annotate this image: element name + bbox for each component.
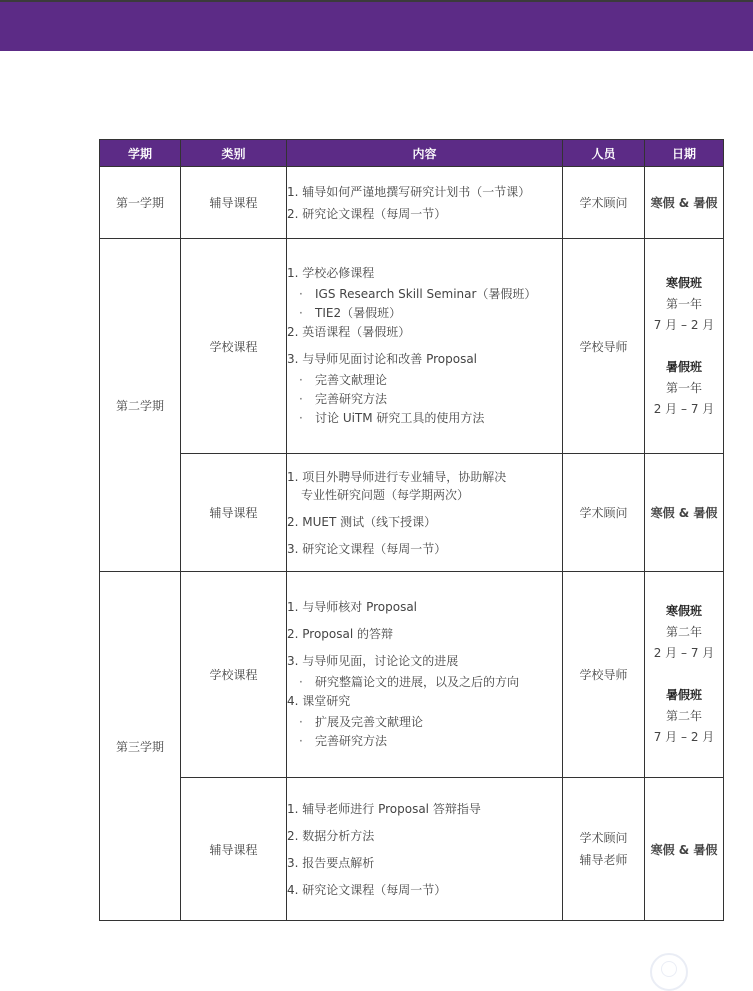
bullet-icon: · [299, 373, 303, 387]
content-item-line: 专业性研究问题（每学期两次） [301, 487, 470, 502]
content-item-line: 1. 项目外聘导师进行专业辅导，协助解决 [287, 469, 507, 484]
sub-item-text: 研究整篇论文的进展，以及之后的方向 [315, 675, 520, 689]
bullet-icon: · [299, 306, 303, 320]
term-cell: 第二学期 [100, 239, 181, 572]
date-cell [645, 239, 724, 454]
header-content: 内容 [287, 140, 563, 167]
bullet-icon: · [299, 392, 303, 406]
date-cell: 寒假 & 暑假 [645, 167, 724, 239]
content-item: 3. 报告要点解析 [287, 855, 375, 870]
sub-list [287, 673, 562, 692]
staff-name: 学术顾问 [579, 831, 628, 845]
content-item: 2. 英语课程（暑假班） [287, 325, 411, 339]
content-item: 1. 学校必修课程 [287, 266, 375, 280]
staff-cell: 学术顾问 [563, 167, 645, 239]
sub-list [287, 285, 562, 323]
header-banner [0, 2, 753, 51]
date-year: 第二年 [665, 625, 702, 639]
header-date: 日期 [645, 140, 724, 167]
table-row [100, 167, 724, 239]
content-item: 2. MUET 测试（线下授课） [287, 514, 437, 529]
content-item: 1. 辅导如何严谨地撰写研究计划书（一节课） [287, 184, 531, 199]
sub-list [287, 371, 562, 428]
sub-item [299, 673, 562, 692]
term-cell: 第一学期 [100, 167, 181, 239]
date-cell: 寒假 & 暑假 [645, 454, 724, 572]
sub-item-text: 完善研究方法 [315, 392, 388, 406]
category-cell: 辅导课程 [181, 454, 287, 572]
bullet-icon: · [299, 287, 303, 301]
date-title: 暑假班 [665, 688, 702, 702]
sub-item-text: 完善研究方法 [315, 734, 388, 748]
content-item: 4. 课堂研究 [287, 694, 351, 708]
sub-item [299, 409, 562, 428]
date-range: 7 月 – 2 月 [653, 317, 715, 332]
date-year: 第一年 [665, 296, 702, 311]
bullet-icon: · [299, 734, 303, 748]
schedule-table [99, 139, 724, 921]
date-range: 2 月 – 7 月 [653, 646, 715, 660]
category-cell: 辅导课程 [181, 167, 287, 239]
staff-cell: 学校导师 [563, 239, 645, 454]
date-title: 寒假班 [665, 604, 702, 618]
date-year: 第一年 [665, 380, 702, 395]
content-item: 1. 与导师核对 Proposal [287, 600, 418, 614]
sub-item-text: 讨论 UiTM 研究工具的使用方法 [315, 411, 485, 425]
header-term: 学期 [100, 140, 181, 167]
sub-item-text: 完善文献理论 [315, 373, 388, 387]
content-item: 2. 研究论文课程（每周一节） [287, 206, 447, 221]
date-block [645, 685, 723, 748]
content-cell [287, 239, 563, 454]
category-cell: 学校课程 [181, 572, 287, 778]
header-staff: 人员 [563, 140, 645, 167]
sub-item [299, 304, 562, 323]
content-cell [287, 778, 563, 921]
date-range: 7 月 – 2 月 [653, 730, 715, 744]
date-cell [645, 572, 724, 778]
staff-cell [563, 778, 645, 921]
date-title: 寒假班 [665, 275, 702, 290]
table-header-row [100, 140, 724, 167]
table-row [100, 572, 724, 778]
date-cell: 寒假 & 暑假 [645, 778, 724, 921]
date-block [645, 601, 723, 664]
date-title: 暑假班 [665, 359, 702, 374]
category-cell: 学校课程 [181, 239, 287, 454]
date-range: 2 月 – 7 月 [653, 401, 715, 416]
content-cell [287, 454, 563, 572]
staff-name: 辅导老师 [579, 853, 628, 867]
content-item: 1. 辅导老师进行 Proposal 答辩指导 [287, 801, 481, 816]
sub-item-text: IGS Research Skill Seminar（暑假班） [315, 287, 537, 301]
sub-item [299, 732, 562, 751]
header-category: 类别 [181, 140, 287, 167]
term-cell: 第三学期 [100, 572, 181, 921]
content-cell [287, 167, 563, 239]
sub-item [299, 390, 562, 409]
sub-item [299, 371, 562, 390]
content-item: 3. 与导师见面讨论和改善 Proposal [287, 352, 478, 366]
content-item: 3. 研究论文课程（每周一节） [287, 541, 447, 556]
sub-item [299, 285, 562, 304]
sub-item [299, 713, 562, 732]
content-item [287, 468, 562, 504]
sub-list [287, 713, 562, 751]
content-item: 2. Proposal 的答辩 [287, 627, 394, 641]
table-row [100, 778, 724, 921]
bullet-icon: · [299, 715, 303, 729]
table-row [100, 454, 724, 572]
date-year: 第二年 [665, 709, 702, 723]
staff-cell: 学术顾问 [563, 454, 645, 572]
content-item: 4. 研究论文课程（每周一节） [287, 882, 447, 897]
bullet-icon: · [299, 675, 303, 689]
content-item: 2. 数据分析方法 [287, 828, 375, 843]
table-row [100, 239, 724, 454]
content-cell [287, 572, 563, 778]
date-block [645, 273, 723, 336]
sub-item-text: 扩展及完善文献理论 [315, 715, 424, 729]
watermark-seal-icon [650, 953, 688, 991]
bullet-icon: · [299, 411, 303, 425]
category-cell: 辅导课程 [181, 778, 287, 921]
staff-cell: 学校导师 [563, 572, 645, 778]
sub-item-text: TIE2（暑假班） [315, 306, 402, 320]
date-block [645, 357, 723, 420]
content-item: 3. 与导师见面，讨论论文的进展 [287, 654, 459, 668]
